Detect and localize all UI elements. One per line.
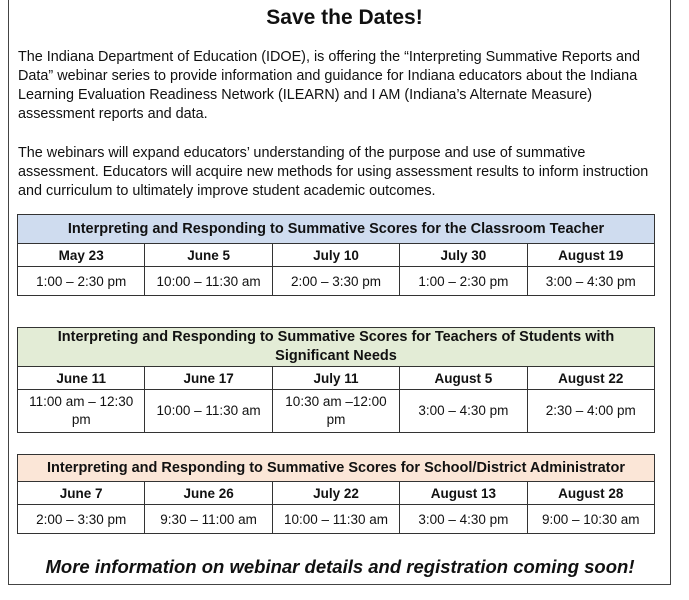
- session-date: June 17: [145, 367, 272, 390]
- session-date: August 28: [527, 482, 654, 505]
- session-time: 10:00 – 11:30 am: [272, 505, 399, 534]
- session-date: August 13: [400, 482, 527, 505]
- session-time: 9:00 – 10:30 am: [527, 505, 654, 534]
- session-time: 2:00 – 3:30 pm: [18, 505, 145, 534]
- schedule-header: Interpreting and Responding to Summative Scores for School/District Administrator: [18, 455, 655, 482]
- session-date: June 26: [145, 482, 272, 505]
- session-time: 3:00 – 4:30 pm: [527, 267, 654, 296]
- session-time: 3:00 – 4:30 pm: [400, 505, 527, 534]
- administrator-schedule: [17, 454, 655, 534]
- session-date: June 11: [18, 367, 145, 390]
- session-time: 1:00 – 2:30 pm: [400, 267, 527, 296]
- registration-note: More information on webinar details and registration coming soon!: [45, 556, 635, 577]
- session-date: July 10: [272, 244, 399, 267]
- session-date: June 5: [145, 244, 272, 267]
- significant-needs-schedule: [17, 327, 655, 433]
- purpose-paragraph: The webinars will expand educators’ understanding of the purpose and use of summative assessment. Educators will acquire new methods for using assessment results to inform instruction and curriculum to ultimately improve student academic outcomes.: [18, 145, 649, 199]
- session-time: 9:30 – 11:00 am: [145, 505, 272, 534]
- session-date: June 7: [18, 482, 145, 505]
- session-date: July 30: [400, 244, 527, 267]
- session-date: May 23: [18, 244, 145, 267]
- session-time: 2:30 – 4:00 pm: [527, 390, 654, 433]
- session-date: August 22: [527, 367, 654, 390]
- session-time: 2:00 – 3:30 pm: [272, 267, 399, 296]
- session-date: August 19: [527, 244, 654, 267]
- session-time: 1:00 – 2:30 pm: [18, 267, 145, 296]
- session-time: 10:00 – 11:30 am: [145, 390, 272, 433]
- session-time: 3:00 – 4:30 pm: [400, 390, 527, 433]
- schedule-header: Interpreting and Responding to Summative Scores for Teachers of Students with Significant Needs: [18, 328, 655, 367]
- session-date: July 22: [272, 482, 399, 505]
- session-time: 10:00 – 11:30 am: [145, 267, 272, 296]
- session-date: August 5: [400, 367, 527, 390]
- schedule-header: Interpreting and Responding to Summative Scores for the Classroom Teacher: [18, 215, 655, 244]
- session-time: 10:30 am –12:00 pm: [272, 390, 399, 433]
- intro-paragraph: The Indiana Department of Education (IDOE), is offering the “Interpreting Summative Reports and Data” webinar series to provide information and guidance for Indiana educators about the Indiana Learning Evaluation Readiness Network (ILEARN) and I AM (Indiana’s Alternate Measure) assessment reports and data.: [18, 49, 641, 122]
- session-time: 11:00 am – 12:30 pm: [18, 390, 145, 433]
- page-title: Save the Dates!: [266, 6, 423, 29]
- session-date: July 11: [272, 367, 399, 390]
- classroom-teacher-schedule: [17, 214, 655, 296]
